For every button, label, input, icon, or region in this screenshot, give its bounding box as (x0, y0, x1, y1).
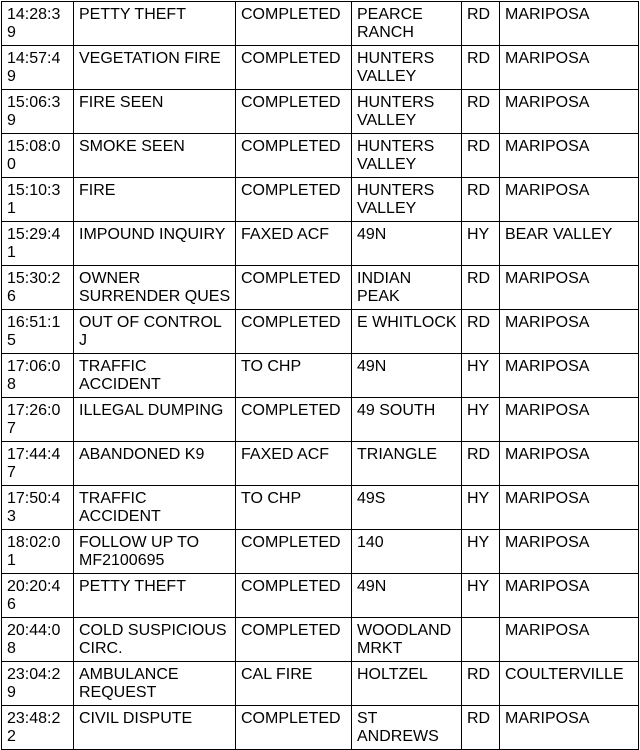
call-location-cell: HUNTERS VALLEY (352, 46, 462, 90)
city-cell: MARIPOSA (500, 2, 639, 46)
call-disposition-cell: COMPLETED (236, 266, 352, 310)
call-description-cell: FIRE SEEN (74, 90, 236, 134)
call-description-cell: IMPOUND INQUIRY (74, 222, 236, 266)
call-description-cell: CIVIL DISPUTE (74, 706, 236, 750)
call-description-cell: SMOKE SEEN (74, 134, 236, 178)
call-log-table (1, 1, 639, 750)
call-location-cell: 140 (352, 530, 462, 574)
call-disposition-cell: COMPLETED (236, 530, 352, 574)
call-disposition-cell: COMPLETED (236, 310, 352, 354)
street-type-cell: HY (462, 574, 500, 618)
call-location-cell: HUNTERS VALLEY (352, 134, 462, 178)
city-cell: MARIPOSA (500, 530, 639, 574)
call-time-cell: 15:10:31 (2, 178, 74, 222)
call-disposition-cell: FAXED ACF (236, 222, 352, 266)
call-disposition-cell: COMPLETED (236, 134, 352, 178)
call-disposition-cell: COMPLETED (236, 706, 352, 750)
table-row (2, 2, 639, 46)
call-disposition-cell: COMPLETED (236, 398, 352, 442)
street-type-cell: HY (462, 530, 500, 574)
call-time-cell: 23:04:29 (2, 662, 74, 706)
call-time-cell: 17:06:08 (2, 354, 74, 398)
city-cell: BEAR VALLEY (500, 222, 639, 266)
street-type-cell: RD (462, 178, 500, 222)
call-time-cell: 14:57:49 (2, 46, 74, 90)
city-cell: MARIPOSA (500, 90, 639, 134)
city-cell: MARIPOSA (500, 398, 639, 442)
table-row (2, 706, 639, 750)
street-type-cell: HY (462, 222, 500, 266)
call-location-cell: E WHITLOCK (352, 310, 462, 354)
table-row (2, 354, 639, 398)
call-location-cell: WOODLAND MRKT (352, 618, 462, 662)
call-description-cell: PETTY THEFT (74, 574, 236, 618)
call-location-cell: INDIAN PEAK (352, 266, 462, 310)
street-type-cell: RD (462, 662, 500, 706)
call-disposition-cell: COMPLETED (236, 90, 352, 134)
call-time-cell: 14:28:39 (2, 2, 74, 46)
table-row (2, 398, 639, 442)
call-description-cell: FIRE (74, 178, 236, 222)
city-cell: MARIPOSA (500, 310, 639, 354)
city-cell: MARIPOSA (500, 354, 639, 398)
city-cell: MARIPOSA (500, 486, 639, 530)
call-description-cell: FOLLOW UP TO MF2100695 (74, 530, 236, 574)
call-time-cell: 18:02:01 (2, 530, 74, 574)
call-time-cell: 16:51:15 (2, 310, 74, 354)
call-description-cell: TRAFFIC ACCIDENT (74, 486, 236, 530)
city-cell: MARIPOSA (500, 618, 639, 662)
call-disposition-cell: COMPLETED (236, 2, 352, 46)
call-disposition-cell: FAXED ACF (236, 442, 352, 486)
city-cell: MARIPOSA (500, 46, 639, 90)
table-row (2, 486, 639, 530)
call-time-cell: 17:44:47 (2, 442, 74, 486)
street-type-cell (462, 618, 500, 662)
table-row (2, 222, 639, 266)
call-time-cell: 15:08:00 (2, 134, 74, 178)
call-disposition-cell: COMPLETED (236, 46, 352, 90)
call-location-cell: TRIANGLE (352, 442, 462, 486)
call-disposition-cell: TO CHP (236, 354, 352, 398)
call-description-cell: COLD SUSPICIOUS CIRC. (74, 618, 236, 662)
table-row (2, 574, 639, 618)
street-type-cell: RD (462, 266, 500, 310)
call-location-cell: HUNTERS VALLEY (352, 178, 462, 222)
call-time-cell: 15:29:41 (2, 222, 74, 266)
street-type-cell: RD (462, 310, 500, 354)
call-description-cell: AMBULANCE REQUEST (74, 662, 236, 706)
street-type-cell: RD (462, 134, 500, 178)
call-location-cell: HUNTERS VALLEY (352, 90, 462, 134)
street-type-cell: HY (462, 354, 500, 398)
call-location-cell: ST ANDREWS (352, 706, 462, 750)
street-type-cell: RD (462, 706, 500, 750)
table-row (2, 46, 639, 90)
call-location-cell: HOLTZEL (352, 662, 462, 706)
table-row (2, 310, 639, 354)
table-row (2, 90, 639, 134)
street-type-cell: HY (462, 486, 500, 530)
call-description-cell: ABANDONED K9 (74, 442, 236, 486)
call-description-cell: OUT OF CONTROL J (74, 310, 236, 354)
street-type-cell: RD (462, 2, 500, 46)
call-location-cell: 49S (352, 486, 462, 530)
city-cell: MARIPOSA (500, 134, 639, 178)
call-time-cell: 17:50:43 (2, 486, 74, 530)
call-time-cell: 20:44:08 (2, 618, 74, 662)
call-location-cell: 49N (352, 574, 462, 618)
city-cell: MARIPOSA (500, 178, 639, 222)
call-description-cell: PETTY THEFT (74, 2, 236, 46)
call-description-cell: VEGETATION FIRE (74, 46, 236, 90)
call-description-cell: ILLEGAL DUMPING (74, 398, 236, 442)
call-disposition-cell: COMPLETED (236, 178, 352, 222)
table-row (2, 618, 639, 662)
city-cell: MARIPOSA (500, 574, 639, 618)
city-cell: MARIPOSA (500, 442, 639, 486)
call-location-cell: 49 SOUTH (352, 398, 462, 442)
call-log-body (2, 2, 639, 750)
city-cell: MARIPOSA (500, 706, 639, 750)
call-time-cell: 15:30:26 (2, 266, 74, 310)
table-row (2, 442, 639, 486)
call-location-cell: 49N (352, 354, 462, 398)
call-location-cell: PEARCE RANCH (352, 2, 462, 46)
call-disposition-cell: TO CHP (236, 486, 352, 530)
table-row (2, 266, 639, 310)
street-type-cell: HY (462, 398, 500, 442)
call-description-cell: TRAFFIC ACCIDENT (74, 354, 236, 398)
table-row (2, 530, 639, 574)
city-cell: MARIPOSA (500, 266, 639, 310)
table-row (2, 134, 639, 178)
street-type-cell: RD (462, 46, 500, 90)
call-time-cell: 20:20:46 (2, 574, 74, 618)
call-location-cell: 49N (352, 222, 462, 266)
call-disposition-cell: COMPLETED (236, 618, 352, 662)
call-time-cell: 15:06:39 (2, 90, 74, 134)
table-row (2, 178, 639, 222)
call-disposition-cell: COMPLETED (236, 574, 352, 618)
street-type-cell: RD (462, 90, 500, 134)
call-disposition-cell: CAL FIRE (236, 662, 352, 706)
call-time-cell: 23:48:22 (2, 706, 74, 750)
call-time-cell: 17:26:07 (2, 398, 74, 442)
city-cell: COULTERVILLE (500, 662, 639, 706)
street-type-cell: RD (462, 442, 500, 486)
call-description-cell: OWNER SURRENDER QUES (74, 266, 236, 310)
